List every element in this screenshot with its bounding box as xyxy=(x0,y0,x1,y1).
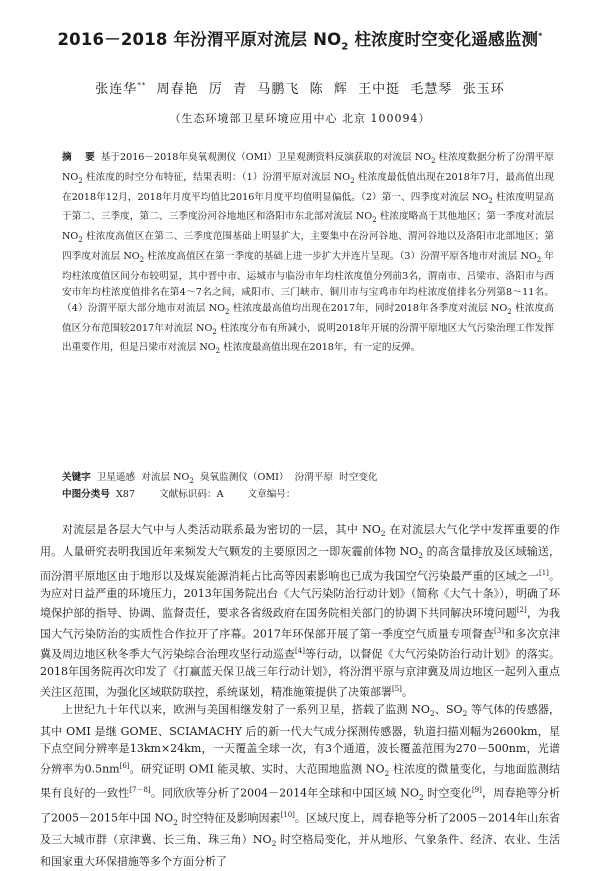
affiliation: （生态环境部卫星环境应用中心 北京 100094） xyxy=(169,112,431,125)
abstract-label: 摘 要 xyxy=(62,152,95,163)
keywords: 关键字 卫星遥感 对流层 $NO_2$ 臭氧监测仪（OMI） 汾渭平原 时空变化 xyxy=(62,472,378,485)
author-list: 张连华** 周春艳 厉 青 马鹏飞 陈 辉 王中挺 毛慧琴 张玉环 xyxy=(95,81,505,97)
classification-label: 中图分类号 xyxy=(62,489,110,500)
abstract: 摘 要 基于2016－2018年臭氧观测仪（OMI）卫星观测资料反演获取的对流层 $NO_2$ 柱浓度数据分析了汾渭平原 $NO_2$ 柱浓度的时空分布特征，结果表明：（1）汾渭平原对流层 $NO_2$ 柱浓度最低值出现在2018年7月，最高值出现在2018年12月，2018年月度平均值比2016年月度平均值明显偏低。（2）第一、四季度对流层 $NO_2$ 柱浓度明显高于第二、三季度，第二、三季度汾河谷地地区和洛阳市东北部对流层 $NO_2$ 柱浓度略高于其他地区；第一季度对流层 $NO_2$ 柱浓度高值区在第二、三季度范围基础上明显扩大，主要集中在汾河谷地、渭河谷地以及洛阳市北部地区；第四季度对流层 $NO_2$ 柱浓度高值区在第一季度的基础上进一步扩大并连片呈现。（3）汾渭平原各地市对流层 $NO_2$ 年均柱浓度值区间分布较明显，其中晋中市、运城市与临汾市年均柱浓度值分列前3名，渭南市、吕梁市、洛阳市与西安市年均柱浓度值排名在第4～7名之间，咸阳市、三门峡市、铜川市与宝鸡市年均柱浓度值排名分列第8～11名。（4）汾渭平原大部分地市对流层 $NO_2$ 柱浓度最高值均出现在2017年，同时2018年各季度对流层 $NO_2$ 柱浓度高值区分布范围较2017年对流层 $NO_2$ 柱浓度分布有所减小，说明2018年开展的汾渭平原地区大气污染治理工作发挥出重要作用，但是吕梁市对流层 $NO_2$ 柱浓度最高值出现在2018年，有一定的反弹。 xyxy=(62,152,555,356)
article-number: 文章编号： xyxy=(247,489,296,500)
body-paragraph: 对流层是各层大气中与人类活动联系最为密切的一层，其中 $NO_2$ 在对流层大气化学中发挥重要的作用。人量研究表明我国近年来频发大气颗发的主要原因之一即灰霾前体物 $NO_2$ 的高含量排放及区域输送，而汾渭平原地区由于地形以及煤炭能源消耗占比高等因素影响也已成为我国空气污染最严重的区域之一[1]。为应对日益严重的环境压力，2013年国务院出台《大气污染防治行动计划》（简称《大气十条》），明确了环境保护部的指导、协调、监督责任，要求各省级政府在国务院相关部门的协调下共同解决环境问题[2]，为我国大气污染防治的实质性合作拉开了序幕。2017年环保部开展了第一季度空气质量专项督查[3]和多次京津冀及周边地区秋冬季大气污染综合治理攻坚行动巡查[4]等行动，以督促《大气污染防治行动计划》的落实。2018年国务院再次印发了《打赢蓝天保卫战三年行动计划》，将汾渭平原与京津冀及周边地区一起列入重点关注区范围，为强化区域联防联控，系统谋划，精准施策提供了决策部署[5]。 xyxy=(40,523,561,699)
body-text xyxy=(40,521,560,871)
classification-line xyxy=(62,487,554,503)
classification-code: X87 xyxy=(115,489,136,500)
body-paragraph: 上世纪九十年代以来，欧洲与美国相继发射了一系列卫星，搭载了监测 $NO_2$、$SO_2$ 等气体的传感器，其中 OMI 是继 GOME、SCIAMACHY 后的新一代大气成分探测传感器，轨道扫描刈幅为2600km，星下点空间分辨率是13km×24km，一天覆盖全球一次，有3个通道，波长覆盖范围为270－500nm，光谱分辨率为0.5nm[6]。研究证明 OMI 能灵敏、实时、大范围地监测 $NO_2$ 柱浓度的微量变化，与地面监测结果有良好的一致性[7－8]。同欣欣等分析了2004－2014年全球和中国区域 $NO_2$ 时空变化[9]，周春艳等分析了2005－2015年中国 $NO_2$ 时空特征及影响因素[10]。区域尺度上，周春艳等分析了2005－2014年山东省及三大城市群（京津冀、长三角、珠三角）$NO_2$ 时空格局变化，并从地形、气象条件、经济、农业、生活和国家重大环保措施等多个方面分析了 xyxy=(40,703,561,869)
document-code: 文献标识码：A xyxy=(159,489,224,500)
keywords-label: 关键字 xyxy=(62,472,91,483)
paper-title: 2016－2018 年汾渭平原对流层 $NO_2$ 柱浓度时空变化遥感监测* xyxy=(57,30,543,53)
